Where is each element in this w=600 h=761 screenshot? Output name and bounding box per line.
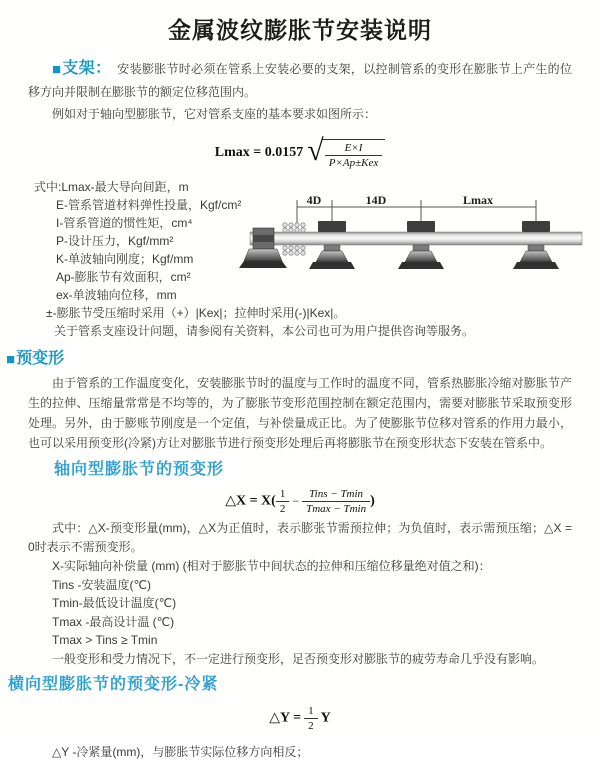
fraction-numerator: Tins − Tmin — [302, 488, 370, 502]
support-section-heading: 支架： — [62, 60, 112, 77]
fraction-numerator: E×I — [325, 142, 383, 156]
parameter-row: Tmax -最高设计温 (℃) — [52, 614, 175, 629]
fraction-denominator: P×Ap±Kex — [328, 157, 379, 170]
axial-parameters-list — [28, 557, 572, 668]
temperature-fraction — [302, 488, 370, 515]
lmax-formula-prefix: Lmax = 0.0157 — [214, 144, 304, 160]
minus-operator: − — [292, 494, 300, 509]
definition-row: I-管系管道的惯性矩，cm⁴ — [56, 216, 193, 231]
parameter-row: Tmax > Tins ≥ Tmin — [52, 633, 158, 648]
preform-section-heading — [6, 349, 572, 370]
definition-row: K-单波轴向刚度；Kgf/mm — [56, 252, 194, 267]
support-section-intro — [28, 58, 572, 103]
definition-row: P-设计压力，Kgf/mm² — [56, 234, 174, 249]
lateral-preform-formula — [28, 705, 572, 732]
dy-formula-suffix: Y — [320, 710, 331, 726]
definition-row-plus-minus: ±-膨胀节受压缩时采用（+）|Kex|；拉伸时采用(-)|Kex|。 — [46, 306, 346, 321]
lmax-formula-fraction — [325, 142, 383, 169]
one-half-fraction: $\frac{1}{2}$ — [276, 488, 290, 515]
square-root-icon: √ $\frac{E\times I}{\text{P×Ap±Kex}}$ — [307, 137, 385, 169]
dx-formula-suffix: ) — [370, 493, 375, 509]
definition-row: Ap-膨胀节有效面积，cm² — [56, 270, 191, 285]
parameter-row: Tins -安装温度(℃) — [52, 577, 152, 592]
axial-subsection-heading: 轴向型膨胀节的预变形 — [54, 461, 225, 479]
dim-label-lmax: Lmax — [463, 193, 493, 207]
dy-formula-prefix: △Y = — [269, 710, 302, 726]
dy-note-text: △Y -冷紧量(mm)，与膨胀节实际位移方向相反； — [52, 744, 309, 759]
lmax-formula — [28, 134, 572, 170]
support-intro-text: 安装膨胀节时必须在管系上安装必要的支架，以控制管系的变形在膨胀节上产生的位移方向并限制在膨胀节的额定位移范围内。 — [28, 62, 572, 99]
axial-preform-formula — [28, 488, 572, 515]
lateral-subsection-heading: 横向型膨胀节的预变形-冷紧 — [8, 676, 219, 694]
one-half-fraction: $\frac{1}{2}$ — [304, 705, 318, 732]
section-marker-icon: ■ — [6, 351, 16, 369]
parameter-row: X-实际轴向补偿量 (mm) (相对于膨胀节中间状态的拉伸和压缩位移量绝对值之和)： — [52, 559, 491, 574]
note-row: 一般变形和受力情况下，不一定进行预变形，足否预变形对膨胀节的疲劳寿命几乎没有影响。 — [52, 651, 545, 666]
axial-support-requirement-diagram — [243, 192, 593, 287]
dim-label-4d: 4D — [306, 193, 322, 207]
preform-heading-label: 预变形 — [16, 350, 65, 368]
consult-note: 关于管系支座设计问题，请参阅有关资料，本公司也可为用户提供咨询等服务。 — [54, 324, 475, 339]
support-example-text: 例如对于轴向型膨胀节，它对管系支座的基本要求如图所示： — [52, 107, 377, 121]
definition-row: 式中:Lmax-最大导向间距，m — [34, 180, 189, 195]
document-body — [0, 58, 600, 761]
definition-row: ex-单波轴向位移，mm — [56, 288, 177, 303]
dx-explanation-text: 式中：△X-预变形量(mm)，△X为正值时，表示膨张节需预拉伸；为负值时，表示需预压缩；△X = 0时表示不需预变形。 — [28, 521, 572, 555]
section-marker-icon: ■ — [52, 61, 62, 78]
pipe — [250, 232, 582, 245]
dx-formula-prefix: △X = X( — [225, 493, 276, 509]
fraction-denominator: Tmax − Tmin — [306, 503, 367, 516]
definition-row: E-管系管道材料弹性投量，Kgf/cm² — [56, 198, 242, 213]
preform-body-text: 由于管系的工作温度变化，安装膨胀节时的温度与工作时的温度不同，管系热膨胀冷缩对膨胀节产生的拉伸、压缩量常常是不均等的，为了膨胀节变形范围控制在额定范围内，需要对膨胀节采取预变形处理。另外，由于膨账节刚度是一个定值，与补偿量成正比。为了使膨胀节位移对管系的作用力最小，也可以采用预变形(冷紧)方让对膨胀节进行预变形处理后再将膨胀节在预变形状态下安装在管系中。 — [28, 376, 572, 451]
parameter-row: Tmin-最低设计温度(℃) — [52, 596, 177, 611]
dim-label-14d: 14D — [365, 193, 387, 207]
page-title: 金属波纹膨胀节安装说明 — [168, 17, 432, 43]
